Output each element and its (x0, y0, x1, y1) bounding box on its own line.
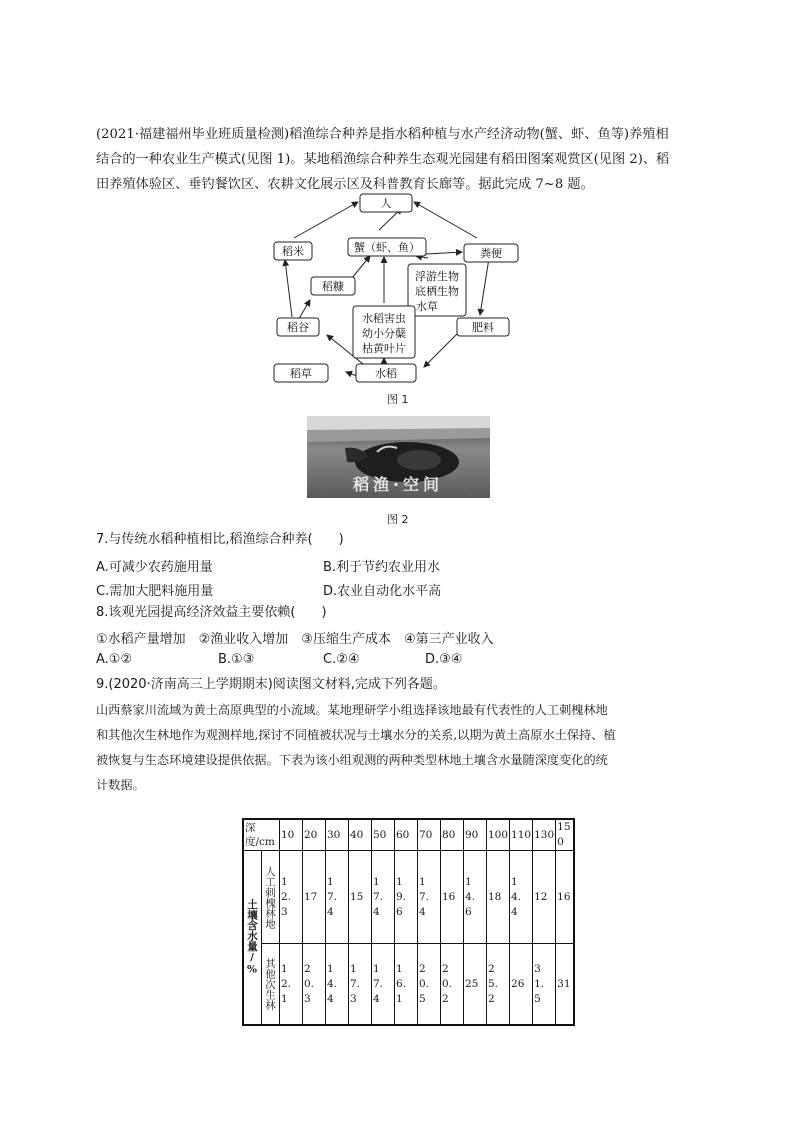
q8-option-a: A.①② (96, 652, 133, 667)
depth-cell: 30 (326, 819, 349, 851)
q8-items: ①水稻产量增加 ②渔业收入增加 ③压缩生产成本 ④第三产业收入 (96, 632, 494, 647)
q9-stem: 9.(2020·济南高三上学期期末)阅读图文材料,完成下列各题。 (96, 677, 446, 692)
table-cell: 31 (557, 977, 571, 990)
table-cell: 19.6 (396, 875, 407, 918)
q9-passage-line-1: 山西蔡家川流域为黄土高原典型的小流域。某地理研学小组选择该地最有代表性的人工刺槐林地 (96, 703, 608, 717)
q9-passage-line-4: 计数据。 (96, 778, 145, 792)
table-cell: 15 (350, 890, 364, 903)
table-cell: 17.4 (373, 875, 384, 918)
node-straw: 稻草 (290, 367, 312, 380)
depth-cell: 80 (441, 819, 464, 851)
depth-cell: 50 (372, 819, 395, 851)
table-cell: 25 (465, 977, 479, 990)
table-cell: 16 (442, 890, 456, 903)
table-cell: 17.3 (350, 962, 361, 1005)
node-plankton-3: 水草 (416, 300, 438, 313)
q8-option-c: C.②④ (323, 652, 360, 667)
q7-option-d: D.农业自动化水平高 (323, 584, 442, 599)
node-pests-2: 幼小分蘖 (362, 327, 406, 340)
table-cell: 14.6 (465, 875, 476, 918)
q7-option-c: C.需加大肥料施用量 (96, 584, 214, 599)
depth-cell: 60 (395, 819, 418, 851)
figure1-diagram (262, 190, 532, 390)
table-cell: 31.5 (534, 962, 545, 1005)
node-rice-grain: 稻米 (282, 245, 304, 258)
soil-moisture-table (242, 818, 575, 1026)
table-cell: 20.2 (442, 962, 453, 1005)
depth-cell: 70 (418, 819, 441, 851)
figure2-photo (307, 416, 490, 498)
q8-stem: 8.该观光园提高经济效益主要依赖( ) (96, 605, 327, 620)
figure1-caption: 图 1 (387, 393, 409, 406)
intro-line-1: (2021·福建福州毕业班质量检测)稻渔综合种养是指水稻种植与水产经济动物(蟹、虾、鱼等)养殖相 (96, 127, 669, 142)
depth-cell: 20 (303, 819, 326, 851)
row-name: 其他次生林 (264, 957, 276, 1011)
q9-passage-line-3: 被恢复与生态环境建设提供依据。下表为该小组观测的两种类型林地土壤含水量随深度变化的统 (96, 753, 608, 767)
depth-header: 深度/cm (243, 819, 280, 851)
node-plankton-2: 底栖生物 (415, 285, 459, 298)
node-crab: 蟹（虾、鱼） (354, 241, 420, 254)
depth-cell: 10 (280, 819, 303, 851)
q8-option-d: D.③④ (425, 652, 463, 667)
depth-cell: 110 (510, 819, 533, 851)
q9-passage (96, 698, 704, 798)
intro-line-3: 田养殖体验区、垂钓餐饮区、农耕文化展示区及科普教育长廊等。据此完成 7~8 题。 (96, 177, 594, 192)
table-cell: 17.4 (327, 875, 338, 918)
table-cell: 14.4 (511, 875, 522, 918)
node-rice-plant: 水稻 (375, 367, 397, 380)
intro-paragraph (96, 122, 700, 197)
depth-cell: 100 (487, 819, 510, 851)
table-cell: 20.5 (419, 962, 430, 1005)
q7-option-b: B.利于节约农业用水 (323, 560, 441, 575)
rice-field-pattern-image (307, 416, 490, 498)
node-person: 人 (380, 197, 392, 210)
depth-cell: 150 (557, 821, 571, 848)
table-row (243, 851, 574, 944)
table-cell: 16 (557, 890, 571, 903)
table-cell: 18 (488, 890, 502, 903)
table-header-row (243, 819, 574, 851)
row-group-label: 土壤含水量/% (246, 899, 258, 976)
intro-line-2: 结合的一种农业生产模式(见图 1)。某地稻渔综合种养生态观光园建有稻田图案观赏区(见图 2)、稻 (96, 152, 670, 167)
q7-option-a: A.可减少农药施用量 (96, 560, 213, 575)
depth-cell: 90 (464, 819, 487, 851)
figure2-caption: 图 2 (387, 513, 409, 526)
photo-text: 稻渔·空间 (352, 475, 444, 494)
table-cell: 12.3 (281, 875, 292, 918)
q8-option-b: B.①③ (218, 652, 255, 667)
table-cell: 17 (304, 890, 318, 903)
q9-passage-line-2: 和其他次生林地作为观测样地,探讨不同植被状况与土壤水分的关系,以期为黄土高原水土保持、植 (96, 728, 616, 742)
node-plankton-1: 浮游生物 (415, 270, 459, 283)
depth-cell: 130 (533, 819, 556, 851)
node-feces: 粪便 (480, 247, 502, 260)
row-name: 人工刺槐林地 (264, 865, 276, 929)
node-bran: 稻糠 (322, 280, 344, 293)
table-row (243, 944, 574, 1026)
q7-stem: 7.与传统水稻种植相比,稻渔综合种养( ) (96, 532, 344, 547)
table-cell: 17.4 (419, 875, 430, 918)
table-cell: 12.1 (281, 962, 292, 1005)
table-cell: 17.4 (373, 962, 384, 1005)
table-cell: 26 (511, 977, 525, 990)
table-cell: 16.1 (396, 962, 407, 1005)
node-fertilizer: 肥料 (472, 321, 494, 334)
table-cell: 12 (534, 890, 548, 903)
table-cell: 14.4 (327, 962, 338, 1005)
table-cell: 25.2 (488, 962, 499, 1005)
node-pests-1: 水稻害虫 (362, 312, 406, 325)
table-cell: 20.3 (304, 962, 315, 1005)
node-pests-3: 枯黄叶片 (362, 342, 406, 355)
depth-cell: 40 (349, 819, 372, 851)
node-paddy-grain: 稻谷 (287, 321, 309, 334)
